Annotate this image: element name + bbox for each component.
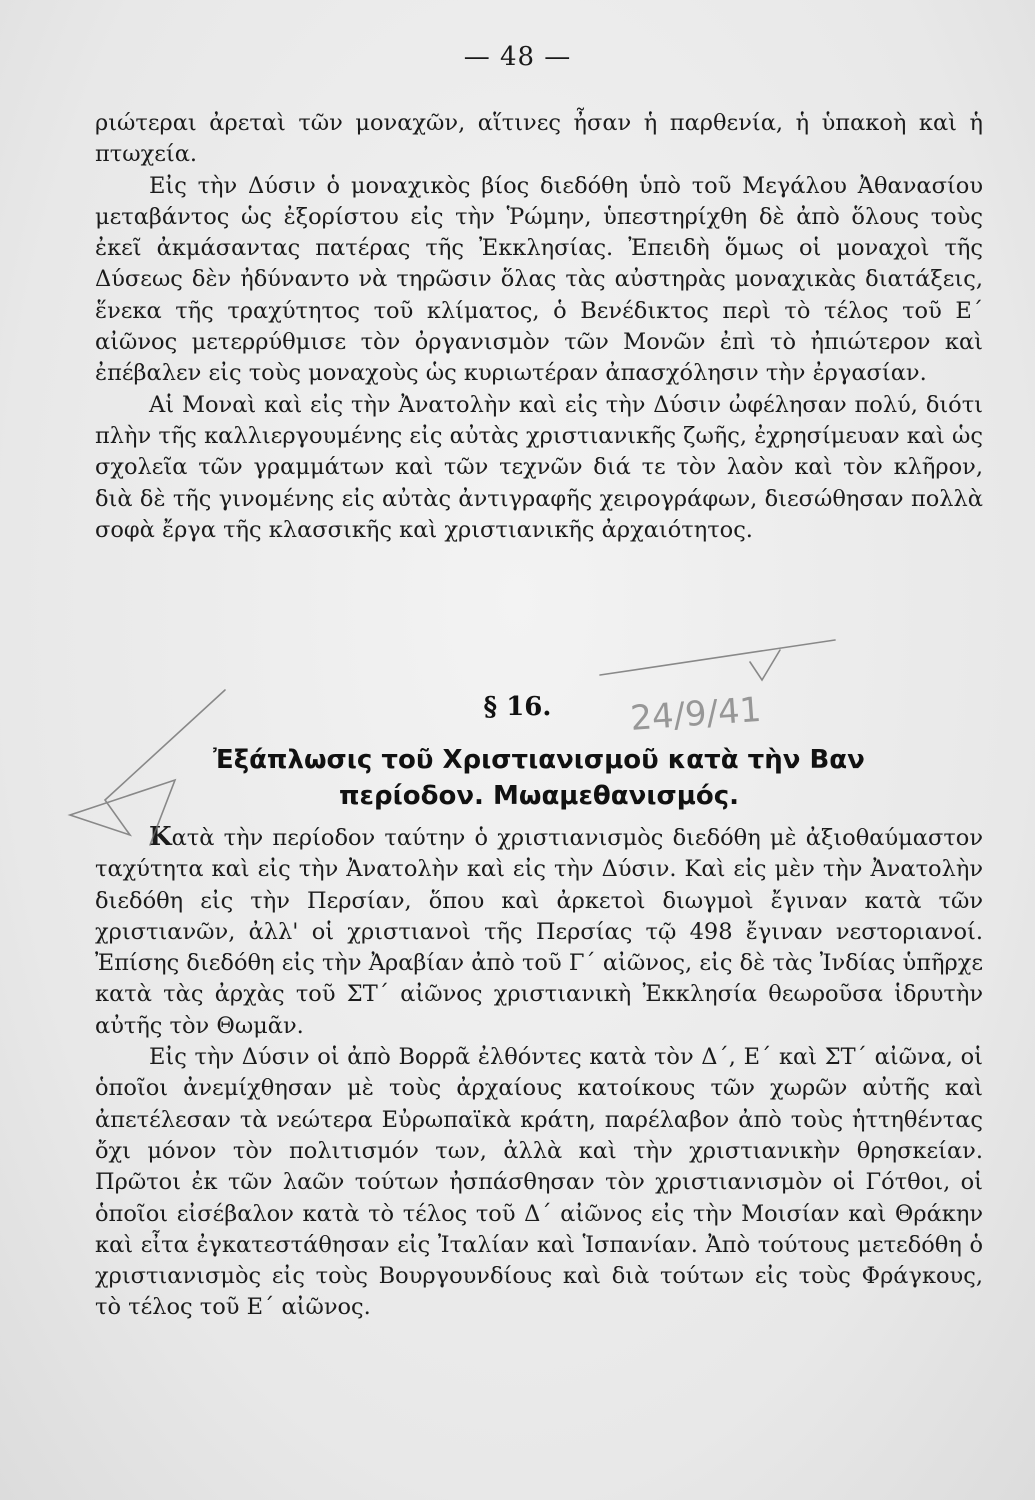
section-heading — [95, 742, 983, 814]
section-number: § 16. — [483, 692, 552, 722]
pencil-tick — [750, 650, 780, 680]
paragraph-monasteries-benefit: Αἱ Μοναὶ καὶ εἰς τὴν Ἀνατολὴν καὶ εἰς τὴν Δύσιν ὠφέλησαν πολύ, διότι πλὴν τῆς καλλιεργουμένης εἰς αὐτὰς χριστιανικῆς ζωῆς, ἐχρησίμευαν καὶ ὡς σχολεῖα τῶν γραμμάτων καὶ τῶν τεχνῶν διά τε τὸν λαὸν καὶ τὸν κλῆρον, διὰ δὲ τῆς γινομένης εἰς αὐτὰς ἀντιγραφῆς χειρογράφων, διεσώθησαν πολλὰ σοφὰ ἔργα τῆς κλασσικῆς καὶ χριστιανικῆς ἀρχαιότητος. — [95, 391, 983, 543]
pencil-date-note: 24/9/41 — [629, 689, 763, 739]
page-number: — 48 — — [463, 42, 572, 72]
text-block-bottom — [95, 822, 983, 1324]
section-heading-line-1: Ἐξάπλωσις τοῦ Χριστιανισμοῦ κατὰ τὴν Βαν — [213, 745, 865, 775]
initial-letter: Κ — [149, 822, 172, 852]
paragraph-west-monasticism: Εἰς τὴν Δύσιν ὁ μοναχικὸς βίος διεδόθη ὑπὸ τοῦ Μεγάλου Ἀθανασίου μεταβάντος ὡς ἐξορίστου εἰς τὴν Ῥώμην, ὑπεστηρίχθη δὲ ἀπὸ ὅλους τοὺς ἐκεῖ ἀκμάσαντας πατέρας τῆς Ἐκκλησίας. Ἐπειδὴ ὅμως οἱ μοναχοὶ τῆς Δύσεως δὲν ἠδύναντο νὰ τηρῶσιν ὅλας τὰς αὐστηρὰς μοναχικὰς διατάξεις, ἕνεκα τῆς τραχύτητος τοῦ κλίματος, ὁ Βενέδικτος περὶ τὸ τέλος τοῦ Ε΄ αἰῶνος μετερρύθμισε τὸν ὀργανισμὸν τῶν Μονῶν ἐπὶ τὸ ἠπιώτερον καὶ ἐπέβαλεν εἰς τοὺς μοναχοὺς ὡς κυριωτέραν ἀπασχόλησιν τὴν ἐργασίαν. — [95, 172, 983, 387]
section-heading-line-2: περίοδον. Μωαμεθανισμός. — [338, 781, 740, 811]
paragraph-continuation: ριώτεραι ἀρεταὶ τῶν μοναχῶν, αἵτινες ἦσαν ἡ παρθενία, ἡ ὑπακοὴ καὶ ἡ πτωχεία. — [95, 110, 983, 168]
paragraph-spread-west: Εἰς τὴν Δύσιν οἱ ἀπὸ Βορρᾶ ἐλθόντες κατὰ τὸν Δ΄, Ε΄ καὶ ΣΤ΄ αἰῶνα, οἱ ὁποῖοι ἀνεμίχθησαν μὲ τοὺς ἀρχαίους κατοίκους τῶν χωρῶν αὐτῆς καὶ ἀπετέλεσαν τὰ νεώτερα Εὐρωπαϊκὰ κράτη, παρέλαβον ἀπὸ τοὺς ἡττηθέντας ὄχι μόνον τὸν πολιτισμόν των, ἀλλὰ καὶ τὴν χριστιανικὴν θρησκείαν. Πρῶτοι ἐκ τῶν λαῶν τούτων ἠσπάσθησαν τὸν χριστιανισμὸν οἱ Γότθοι, οἱ ὁποῖοι εἰσέβαλον κατὰ τὸ τέλος τοῦ Δ΄ αἰῶνος εἰς τὴν Μοισίαν καὶ Θράκην καὶ εἶτα ἐγκατεστάθησαν εἰς Ἰταλίαν καὶ Ἱσπανίαν. Ἀπὸ τούτους μετεδόθη ὁ χριστιανισμὸς εἰς τοὺς Βουργουνδίους καὶ διὰ τούτων εἰς τοὺς Φράγκους, τὸ τέλος τοῦ Ε΄ αἰῶνος. — [95, 1044, 983, 1321]
paragraph-spread-east — [95, 822, 983, 1042]
pencil-underline — [600, 640, 835, 675]
paragraph-spread-east-text: ατὰ τὴν περίοδον ταύτην ὁ χριστιανισμὸς διεδόθη μὲ ἀξιοθαύμαστον ταχύτητα καὶ εἰς τὴν Ἀνατολὴν καὶ εἰς τὴν Δύσιν. Καὶ εἰς μὲν τὴν Ἀνατολὴν διεδόθη εἰς τὴν Περσίαν, ὅπου καὶ ἀρκετοὶ διωγμοὶ ἔγιναν κατὰ τῶν χριστιανῶν, ἀλλ' οἱ χριστιανοὶ τῆς Περσίας τῷ 498 ἔγιναν νεστοριανοί. Ἐπίσης διεδόθη εἰς τὴν Ἀραβίαν ἀπὸ τοῦ Γ΄ αἰῶνος, εἰς δὲ τὰς Ἰνδίας ὑπῆρχε κατὰ τὰς ἀρχὰς τοῦ ΣΤ΄ αἰῶνος χριστιανικὴ Ἐκκλησία θεωροῦσα ἱδρυτὴν αὐτῆς τὸν Θωμᾶν. — [95, 825, 983, 1039]
text-block-top — [95, 108, 983, 546]
